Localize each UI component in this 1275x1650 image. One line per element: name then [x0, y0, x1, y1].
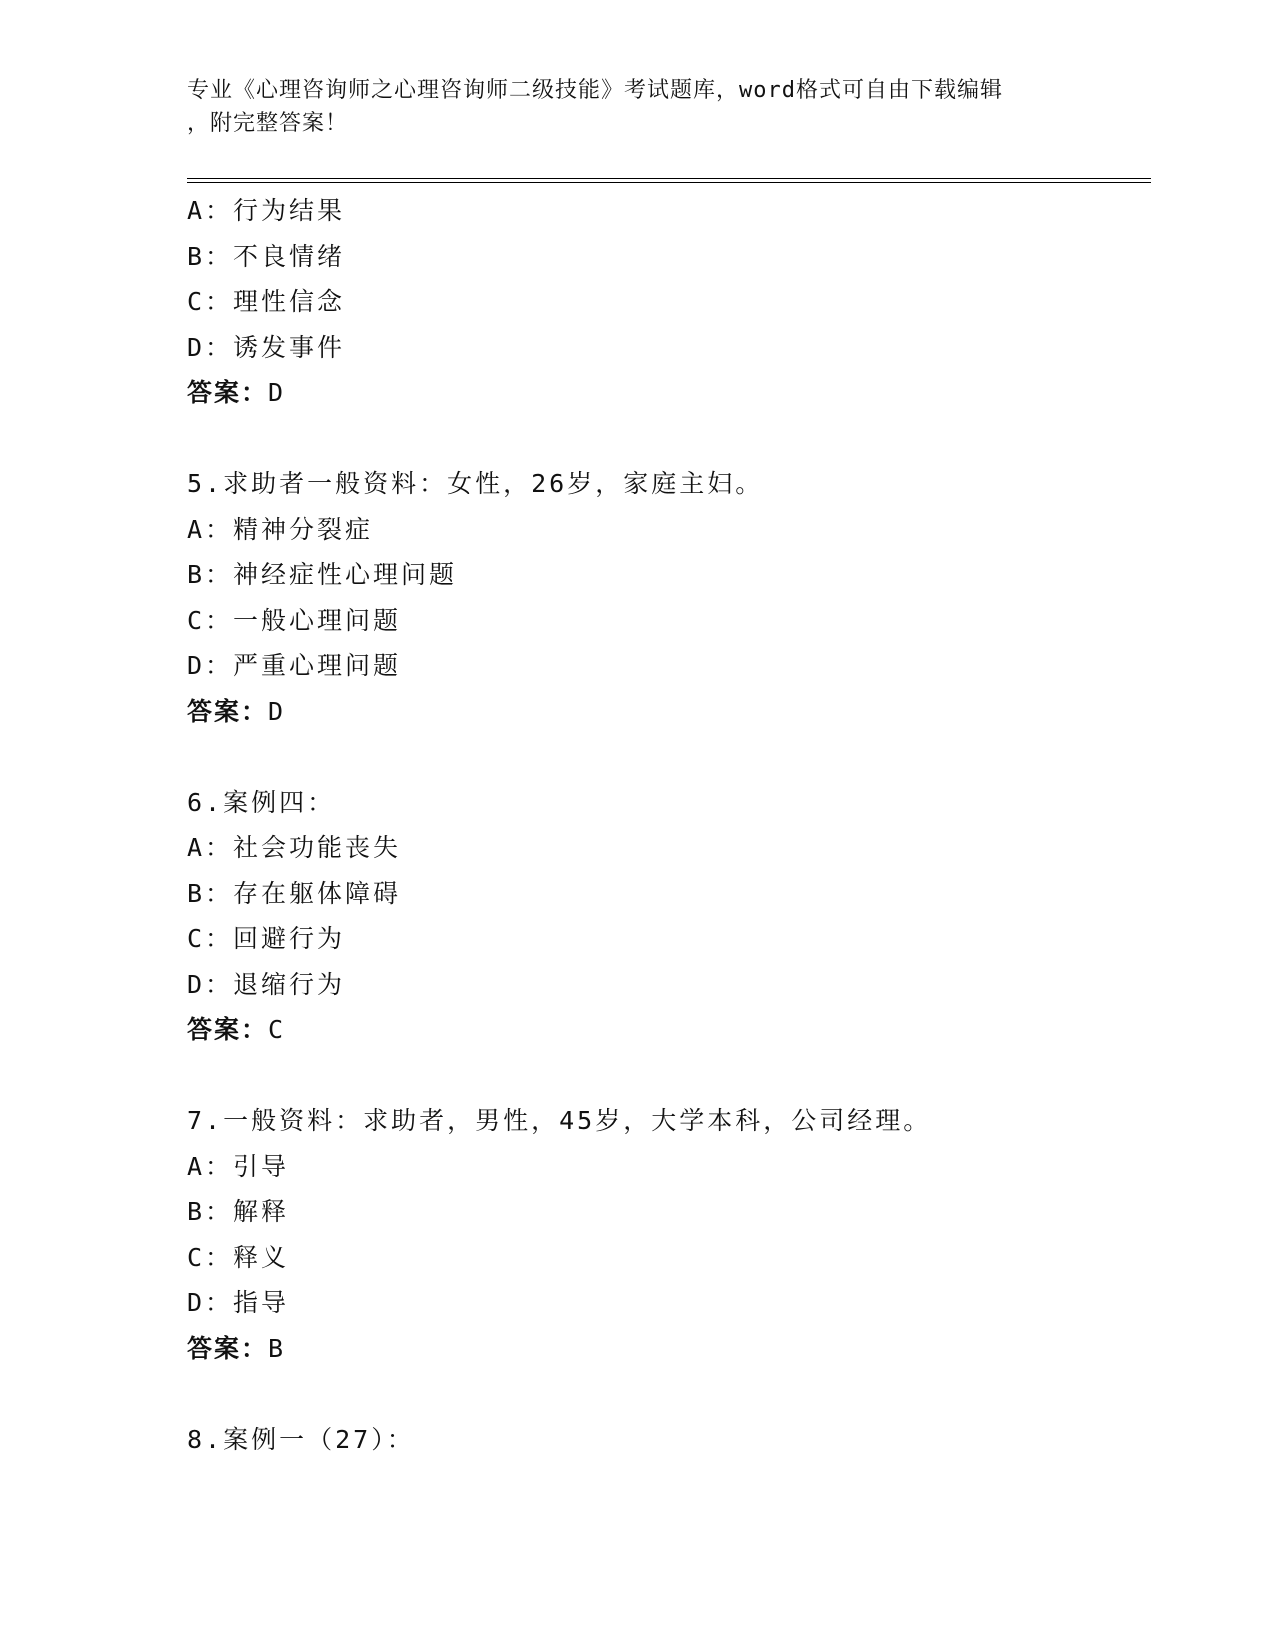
block-spacer — [187, 1053, 1147, 1099]
answer-line — [187, 689, 1147, 735]
header-title-line2: ，附完整答案！ — [187, 111, 349, 136]
question-block — [187, 188, 1147, 416]
block-spacer — [187, 416, 1147, 462]
page-header — [187, 74, 1087, 140]
option-a: A：行为结果 — [187, 196, 346, 225]
option-b: B：解释 — [187, 1197, 290, 1226]
question-text: 8.案例一（27）： — [187, 1424, 415, 1454]
question-text: 7.一般资料：求助者，男性，45岁，大学本科，公司经理。 — [187, 1106, 932, 1135]
question-block — [187, 461, 1147, 734]
option-c: C：释义 — [187, 1242, 290, 1272]
option-a: A：引导 — [187, 1151, 290, 1181]
option-d: D：退缩行为 — [187, 969, 346, 999]
header-title-line1: 专业《心理咨询师之心理咨询师二级技能》考试题库，word格式可自由下载编辑 — [187, 78, 1003, 103]
block-spacer — [187, 734, 1147, 780]
option-c: C：一般心理问题 — [187, 605, 402, 635]
answer-line — [187, 370, 1147, 416]
question-block — [187, 780, 1147, 1053]
option-d: D：诱发事件 — [187, 332, 346, 362]
answer-label: 答案： — [187, 378, 269, 407]
question-block — [187, 1417, 1147, 1463]
answer-value: B — [268, 1333, 284, 1363]
answer-value: C — [268, 1015, 284, 1044]
option-d: D：指导 — [187, 1288, 290, 1317]
option-a: A：精神分裂症 — [187, 514, 374, 544]
header-divider — [187, 178, 1151, 183]
answer-label: 答案： — [187, 1015, 269, 1044]
answer-line — [187, 1007, 1147, 1053]
block-spacer — [187, 1371, 1147, 1417]
option-c: C：回避行为 — [187, 924, 346, 953]
option-b: B：存在躯体障碍 — [187, 878, 402, 908]
answer-label: 答案： — [187, 696, 269, 726]
answer-label: 答案： — [187, 1333, 269, 1363]
question-list — [187, 188, 1147, 1462]
question-block — [187, 1098, 1147, 1371]
answer-value: D — [268, 378, 284, 407]
option-b: B：不良情绪 — [187, 241, 346, 271]
option-d: D：严重心理问题 — [187, 651, 402, 680]
option-c: C：理性信念 — [187, 287, 346, 316]
answer-line — [187, 1326, 1147, 1372]
question-text: 6.案例四： — [187, 787, 336, 817]
question-text: 5.求助者一般资料：女性，26岁，家庭主妇。 — [187, 469, 764, 498]
option-b: B：神经症性心理问题 — [187, 560, 458, 589]
option-a: A：社会功能丧失 — [187, 833, 402, 862]
answer-value: D — [268, 696, 284, 726]
